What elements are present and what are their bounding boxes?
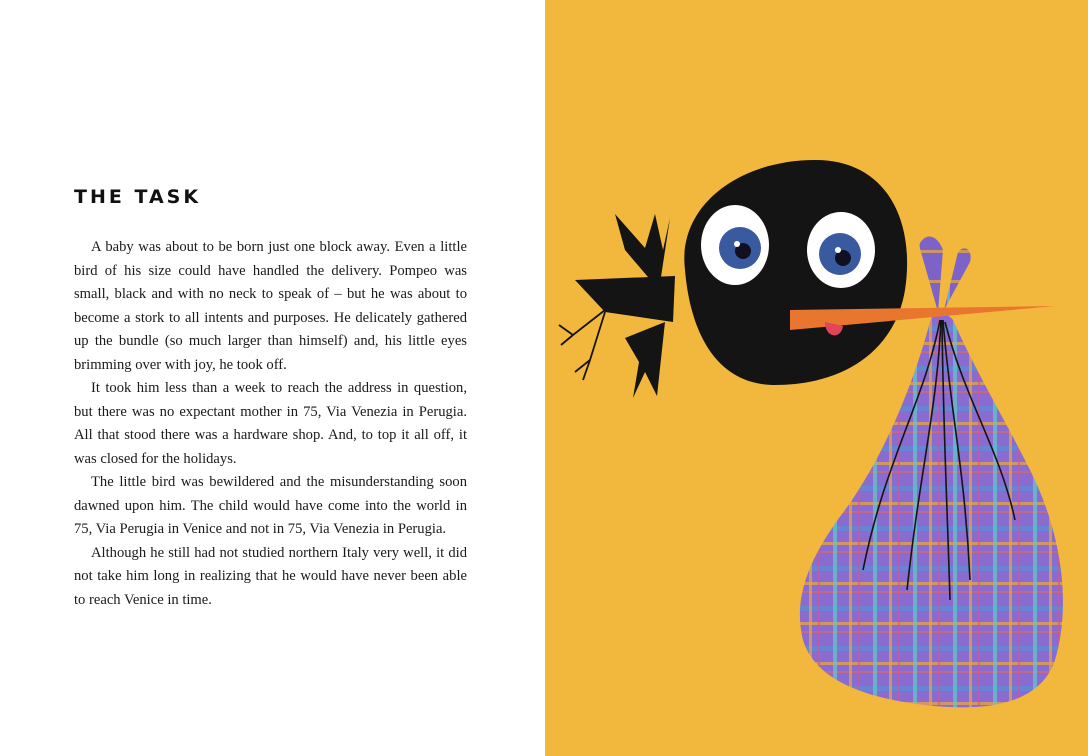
chapter-title: THE TASK [74, 186, 202, 208]
bird-feet [559, 310, 605, 380]
bundle-knot-right [944, 248, 971, 310]
illustration-page [545, 0, 1088, 756]
paragraph: Although he still had not studied northern Italy very well, it did not take him long in realizing that he would have never been able to reach Venice in time. [74, 544, 467, 608]
bird-wing [575, 276, 675, 322]
bird-carrying-bundle-illustration [545, 0, 1088, 756]
paragraph: A baby was about to be born just one block away. Even a little bird of his size could have handled the delivery. Pompeo was small, black and with no neck to speak of – but he was about to become a stork to all intents and purposes. He delicately gathered up the bundle (so much larger than himself) and, his little eyes brimming over with joy, he took off. [74, 239, 467, 373]
paragraph: The little bird was bewildered and the misunderstanding soon dawned upon him. The child would have come into the world in 75, Via Perugia in Venice and not in 75, Via Venezia in Perugia. [74, 474, 467, 537]
chapter-body [74, 236, 467, 612]
bird-lower-feathers [625, 322, 665, 398]
paragraph: It took him less than a week to reach the address in question, but there was no expectant mother in 75, Via Venezia in Perugia. All that stood there was a hardware shop. And, to top it all off, it was closed for the holidays. [74, 380, 467, 467]
bundle-knot-left [919, 236, 943, 312]
